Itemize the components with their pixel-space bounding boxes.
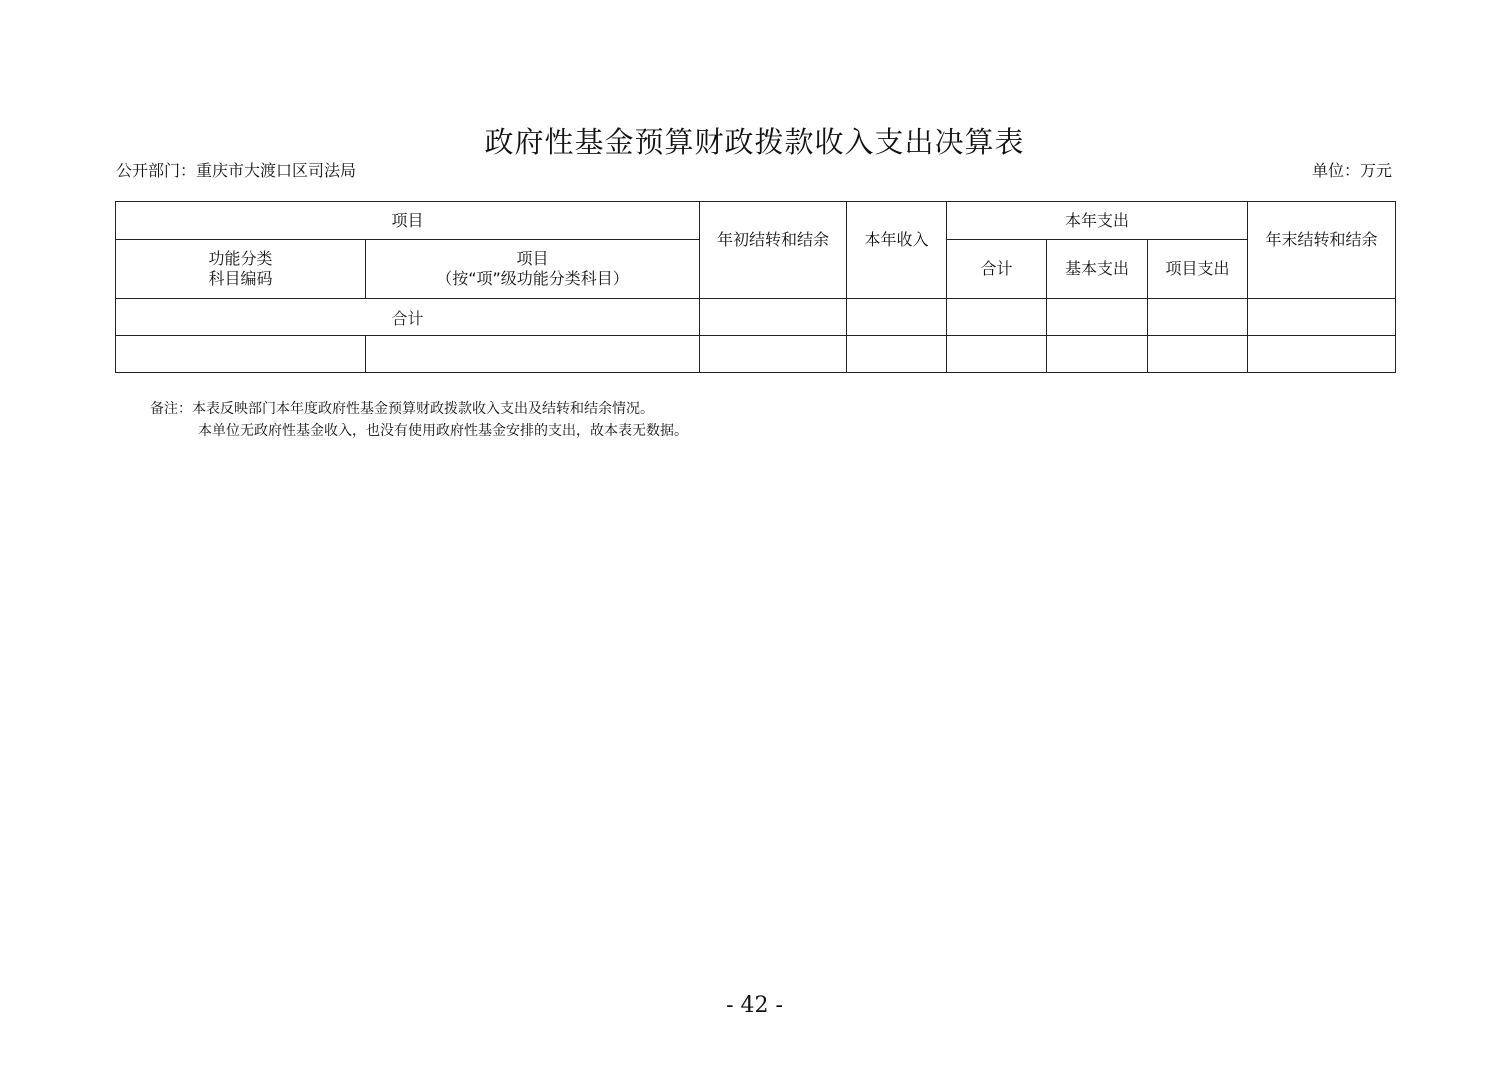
row-current-income xyxy=(847,336,947,373)
table-row xyxy=(116,336,1396,373)
header-project: 项目 xyxy=(116,202,700,240)
page-title: 政府性基金预算财政拨款收入支出决算表 xyxy=(484,125,1025,159)
header-begin-balance-label: 年初结转和结余 xyxy=(717,230,830,249)
header-current-expense: 本年支出 xyxy=(947,202,1248,240)
row-expense-project xyxy=(1148,336,1248,373)
header-end-balance xyxy=(1248,202,1396,299)
total-expense-total xyxy=(947,299,1047,336)
header-expense-project: 项目支出 xyxy=(1148,240,1248,299)
total-expense-project xyxy=(1148,299,1248,336)
header-expense-basic: 基本支出 xyxy=(1047,240,1148,299)
total-end-balance xyxy=(1248,299,1396,336)
row-code xyxy=(116,336,366,373)
header-func-code-line1: 功能分类 xyxy=(208,249,273,268)
notes-line-1: 备注：本表反映部门本年度政府性基金预算财政拨款收入支出及结转和结余情况。 xyxy=(150,401,654,417)
department-label: 公开部门：重庆市大渡口区司法局 xyxy=(116,161,357,180)
header-end-balance-label: 年末结转和结余 xyxy=(1265,230,1378,249)
header-row-1 xyxy=(116,202,1396,240)
row-begin-balance xyxy=(700,336,847,373)
header-current-income xyxy=(847,202,947,299)
row-expense-basic xyxy=(1047,336,1148,373)
header-expense-total: 合计 xyxy=(947,240,1047,299)
header-item-line2: （按“项”级功能分类科目） xyxy=(436,269,629,288)
header-func-code xyxy=(116,240,366,299)
unit-label: 单位：万元 xyxy=(1311,161,1392,180)
total-row-label: 合计 xyxy=(116,299,700,336)
total-current-income xyxy=(847,299,947,336)
page-number: - 42 - xyxy=(726,993,783,1018)
budget-table xyxy=(115,201,1396,373)
total-row xyxy=(116,299,1396,336)
row-end-balance xyxy=(1248,336,1396,373)
total-begin-balance xyxy=(700,299,847,336)
row-expense-total xyxy=(947,336,1047,373)
notes xyxy=(150,398,688,442)
header-item xyxy=(366,240,700,299)
header-begin-balance xyxy=(700,202,847,299)
header-item-line1: 项目 xyxy=(516,249,549,268)
total-expense-basic xyxy=(1047,299,1148,336)
notes-line-2: 本单位无政府性基金收入，也没有使用政府性基金安排的支出，故本表无数据。 xyxy=(198,423,688,439)
header-current-income-label: 本年收入 xyxy=(864,230,929,249)
header-func-code-line2: 科目编码 xyxy=(208,269,273,288)
row-item xyxy=(366,336,700,373)
